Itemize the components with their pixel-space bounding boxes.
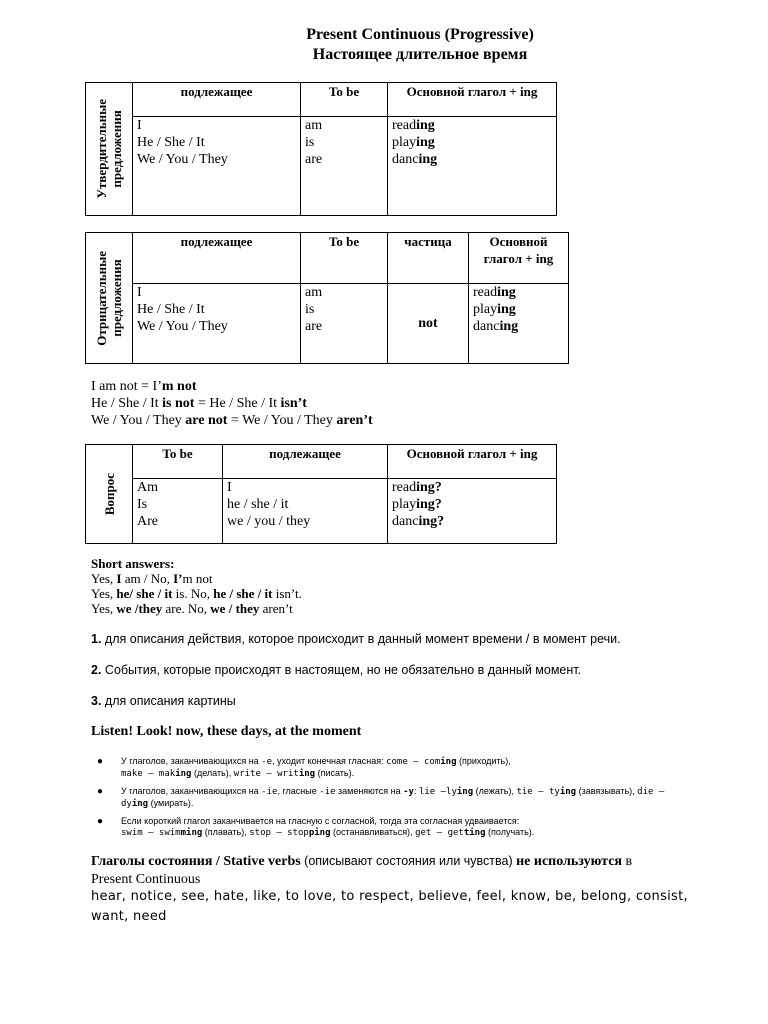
side-label-line: предложения [109, 110, 124, 188]
spelling-rule: ● Если короткий глагол заканчивается на гласную с согласной, тогда эта согласная удваивается: swim – swimming (плавать), stop – stopping (останавливаться), get – getting (получать). [97, 816, 535, 838]
side-label-line: Утвердительные [94, 99, 109, 199]
contractions [91, 378, 373, 429]
verb-ending: ing [497, 302, 516, 318]
subject: I [137, 118, 142, 134]
side-label-line: Вопрос [101, 472, 117, 516]
verb-ending: ing [499, 319, 519, 335]
affirmative-table [85, 82, 557, 216]
subject: We / You / They [137, 319, 228, 335]
header-subject: подлежащее [223, 445, 388, 479]
stative-verbs-section: Глаголы состояния / Stative verbs (описывают состояния или чувства) не используются в Present Continuous [91, 854, 633, 887]
subjects-cell [223, 479, 388, 544]
contraction-line: I am not = I’m not [91, 379, 197, 394]
be-form: am [305, 118, 323, 134]
stative-verbs-list: hear, notice, see, hate, like, to love, to respect, believe, feel, know, be, belong, consist, want, need [91, 889, 688, 924]
be-form: are [305, 152, 323, 168]
verb-form [392, 479, 552, 496]
negative-side-label [86, 233, 133, 364]
page-title: Present Continuous (Progressive) [306, 26, 534, 43]
short-answer-line: Yes, we /they are. No, we / they aren’t [91, 601, 293, 616]
subject: I [227, 480, 232, 496]
verb-stem: play [392, 135, 417, 151]
verb-form [392, 513, 552, 530]
bullet-icon: ● [97, 786, 104, 797]
use-item: 3. для описания картины [91, 694, 236, 708]
question-table [85, 444, 557, 544]
verb-form [473, 284, 564, 301]
verb-ending: ing [416, 118, 435, 134]
verb-stem: danc [392, 514, 419, 530]
contraction-line: We / You / They are not = We / You / They aren’t [91, 413, 373, 428]
verb-form [392, 496, 552, 513]
header-main-verb: Основной глагол + ing [388, 445, 557, 479]
header-main-verb: Основной глагол + ing [469, 233, 569, 284]
verb-form [392, 134, 552, 151]
bullet-icon: ● [97, 816, 104, 827]
subject: he / she / it [227, 497, 289, 513]
be-cell [301, 117, 388, 216]
verb-ending: ing? [416, 497, 442, 513]
header-to-be: To be [301, 83, 388, 117]
verb-ending: ing [418, 152, 438, 168]
verb-stem: read [392, 118, 417, 134]
negative-table [85, 232, 569, 364]
subject: He / She / It [137, 302, 205, 318]
use-item: 1. для описания действия, которое происходит в данный момент времени / в момент речи. [91, 632, 621, 646]
stative-heading: Глаголы состояния / Stative verbs [91, 854, 301, 869]
subject: I [137, 285, 142, 301]
time-markers: Listen! Look! now, these days, at the moment [91, 724, 362, 739]
spelling-rule: ● У глаголов, заканчивающихся на -ie, гласные -ie заменяются на -y: lie –lying (лежать), tie – tying (завязывать), die – dying (умирать). [97, 786, 665, 809]
verb-ending: ing [416, 135, 435, 151]
be-form: are [305, 319, 323, 335]
short-answer-line: Yes, he/ she / it is. No, he / she / it isn’t. [91, 586, 302, 601]
spelling-rule: ● У глаголов, заканчивающихся на -e, уходит конечная гласная: come – coming (приходить), make – making (делать), write – writing (писать). [97, 756, 511, 779]
header-subject: подлежащее [133, 83, 301, 117]
subject: He / She / It [137, 135, 205, 151]
verb-ending: ing [497, 285, 516, 301]
verb-stem: play [473, 302, 498, 318]
side-label-line: Отрицательные [94, 250, 109, 346]
header-main-verb: Основной глагол + ing [388, 83, 557, 117]
bullet-icon: ● [97, 756, 104, 767]
verb-stem: play [392, 497, 417, 513]
use-item: 2. События, которые происходят в настоящем, но не обязательно в данный момент. [91, 663, 582, 677]
be-form: is [305, 135, 315, 151]
spelling-rules [91, 756, 741, 845]
be-form: Are [137, 514, 158, 530]
verbs-cell [388, 479, 557, 544]
particle-cell: not [388, 284, 469, 364]
verbs-cell [388, 117, 557, 216]
header-particle: частица [388, 233, 469, 284]
short-answer-line: Yes, I am / No, I’m not [91, 571, 213, 586]
verb-ending: ing? [418, 514, 445, 530]
be-cell [301, 284, 388, 364]
verb-form [392, 117, 552, 134]
short-answers [91, 556, 302, 616]
verb-stem: read [473, 285, 498, 301]
verb-form [473, 301, 564, 318]
header-subject: подлежащее [133, 233, 301, 284]
affirmative-side-label [86, 83, 133, 216]
be-form: is [305, 302, 315, 318]
page-subtitle: Настоящее длительное время [312, 46, 528, 63]
verb-stem: danc [392, 152, 419, 168]
verb-stem: danc [473, 319, 500, 335]
be-form: Am [137, 480, 158, 496]
subjects-cell [133, 284, 301, 364]
verbs-cell [469, 284, 569, 364]
be-form: Is [137, 497, 148, 513]
side-label-line: предложения [109, 259, 124, 337]
be-form: am [305, 285, 323, 301]
be-cell [133, 479, 223, 544]
subject: We / You / They [137, 152, 228, 168]
verb-form [392, 151, 552, 168]
header-to-be: To be [301, 233, 388, 284]
subjects-cell [133, 117, 301, 216]
question-side-label [86, 445, 133, 544]
verb-ending: ing? [416, 480, 442, 496]
verb-form [473, 318, 564, 335]
verb-stem: read [392, 480, 417, 496]
subject: we / you / they [227, 514, 311, 530]
short-answers-heading: Short answers: [91, 556, 175, 571]
contraction-line: He / She / It is not = He / She / It isn’t [91, 396, 307, 411]
header-to-be: To be [133, 445, 223, 479]
